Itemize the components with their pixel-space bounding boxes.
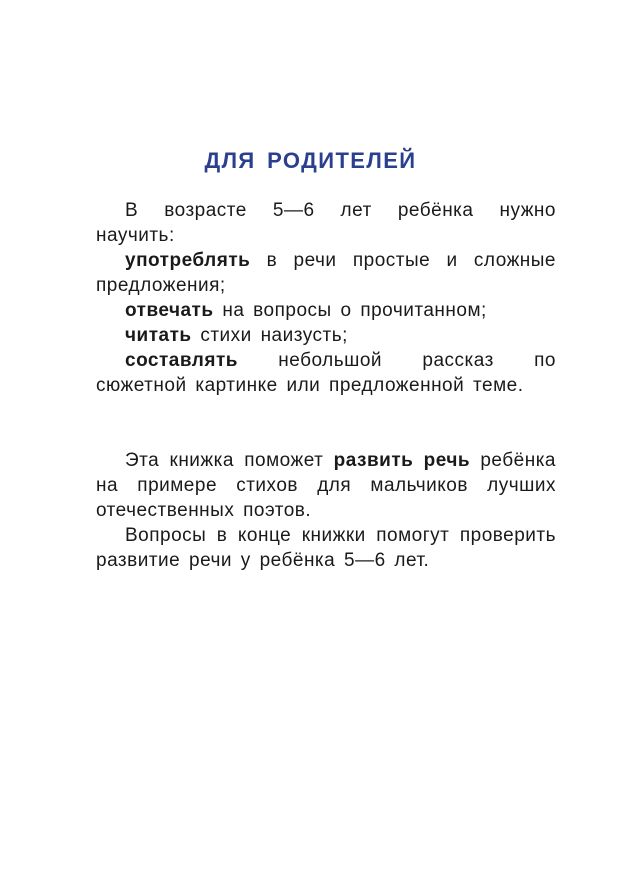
skill-item [96,348,556,398]
skill-text: на вопросы о прочитанном; [213,300,487,321]
about-text-start: Эта книжка поможет [125,450,334,471]
skill-verb: читать [125,325,192,346]
skill-verb: отвечать [125,300,214,321]
skill-text: в речи простые и сложные предложения; [96,250,556,296]
about-paragraph [96,448,556,523]
intro-paragraph: В возрасте 5—6 лет ребёнка нужно научить: [96,200,556,246]
skill-text: стихи наизусть; [191,325,348,346]
questions-paragraph: Вопросы в конце книжки помогут проверить развитие речи у ребёнка 5—6 лет. [96,525,556,571]
skill-text: небольшой рассказ по сюжетной картинке или предложенной теме. [96,350,556,396]
skills-block [96,198,556,398]
skill-item [96,298,556,323]
about-book-block [96,448,556,573]
skill-verb: составлять [125,350,238,371]
page-title: ДЛЯ РОДИТЕЛЕЙ [204,148,417,173]
skill-verb: употреблять [125,250,251,271]
about-highlight: развить речь [333,450,471,471]
about-text-end: ребёнка на примере стихов для мальчиков лучших отечественных поэтов. [96,450,556,521]
skill-item [96,323,556,348]
skill-item [96,248,556,298]
